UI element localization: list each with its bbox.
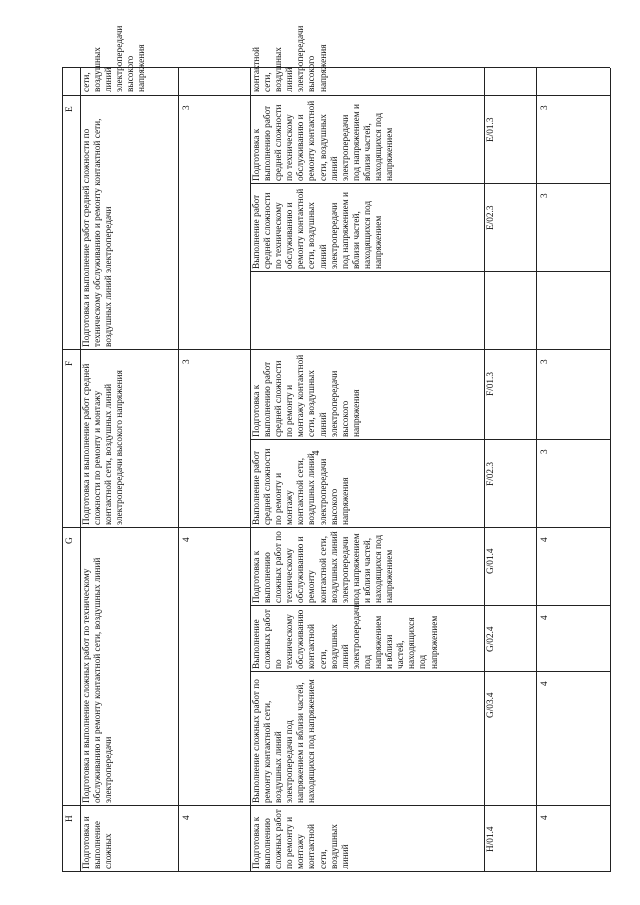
subrow-separator: [250, 439, 610, 440]
function-code: E/01.3: [486, 117, 496, 142]
function-level: 4: [540, 615, 550, 620]
row-level: 4: [182, 537, 192, 542]
function-level: 4: [540, 537, 550, 542]
function-code: H/01.4: [486, 826, 496, 852]
column-separator: [610, 68, 611, 872]
row-code: E: [65, 106, 75, 112]
function-code: F/01.3: [486, 371, 496, 396]
row-level: 4: [182, 815, 192, 820]
row-code: F: [65, 360, 75, 366]
table-border: [62, 871, 610, 872]
row-level: 3: [182, 105, 192, 110]
function-code: F/02.3: [486, 461, 496, 486]
subrow-separator: [250, 271, 610, 272]
row-code: G: [65, 537, 75, 544]
row-separator: [62, 349, 610, 350]
row-name: Подготовка и выполнение работ средней сложности по техническому обслуживанию и ремонту контактной сети, воздушных линий электропередачи: [82, 118, 115, 347]
row-separator: [62, 527, 610, 528]
subrow-separator: [250, 605, 610, 606]
function-name: Подготовка к выполнению сложных работ по ремонту и монтажу контактной сети, воздушных линий: [252, 809, 351, 869]
function-code: G/01.4: [486, 548, 496, 574]
row-code: H: [65, 815, 75, 822]
function-name: Подготовка к выполнению работ средней сложности по техническому обслуживанию и ремонту контактной сети, воздушных линий электропередачи под напряжением и вблизи частей, находящихся под напряжением: [252, 100, 396, 181]
continuation-function: контактной сети, воздушных линий электропередачи высокого напряжения: [252, 25, 329, 92]
column-separator: [80, 68, 81, 872]
function-name: Подготовка к выполнению сложных работ по техническому обслуживанию и ремонту контактной сети, воздушных линий электропередачи под напряжением и вблизи частей, находящихся под напряжением: [252, 531, 396, 603]
competency-table: [62, 25, 610, 872]
function-code: G/03.4: [486, 692, 496, 718]
function-level: 4: [540, 681, 550, 686]
column-separator: [484, 68, 485, 872]
page-number: 4: [311, 450, 322, 456]
function-level: 3: [540, 105, 550, 110]
column-separator: [178, 68, 179, 872]
column-separator: [536, 68, 537, 872]
row-name: Подготовка и выполнение сложных: [82, 816, 115, 869]
function-name: Выполнение работ средней сложности по техническому обслуживанию и ремонту контактной сети, воздушных линий электропередачи под напряжением и вблизи частей, находящихся под напряжением: [252, 188, 385, 269]
row-level: 3: [182, 359, 192, 364]
function-name: Выполнение работ средней сложности по ремонту и монтажу контактной сети, воздушных линий электропередачи высокого напряжения: [252, 448, 351, 525]
column-separator: [62, 68, 63, 872]
function-name: Выполнение сложных работ по техническому обслуживанию контактной сети, воздушных линий электропередачи под напряжением и вблизи частей, находящихся под напряжением: [252, 602, 440, 669]
column-separator: [250, 68, 251, 872]
function-level: 4: [540, 815, 550, 820]
row-name: Подготовка и выполнение работ средней сложности по ремонту и монтажу контактной сети, воздушных линий электропередачи высокого напряжения: [82, 363, 126, 525]
row-separator: [62, 805, 610, 806]
row-separator: [62, 95, 610, 96]
function-level: 3: [540, 359, 550, 364]
function-code: E/02.3: [486, 205, 496, 230]
function-level: 3: [540, 193, 550, 198]
function-level: 3: [540, 449, 550, 454]
row-name: Подготовка и выполнение сложных работ по техническому обслуживанию и ремонту контактной сети, воздушных линий электропередачи: [82, 557, 115, 803]
function-code: G/02.4: [486, 626, 496, 652]
function-name: Подготовка к выполнению работ средней сложности по ремонту и монтажу контактной сети, воздушных линий электропередачи высокого напряжения: [252, 354, 362, 437]
continuation-name: сети, воздушных линий электропередачи высокого напряжения: [82, 25, 148, 92]
subrow-separator: [250, 671, 610, 672]
subrow-separator: [250, 183, 610, 184]
function-name: Выполнение сложных работ по ремонту контактной сети, воздушных линий электропередачи под напряжением и вблизи частей, находящихся под напряжением: [252, 679, 318, 803]
